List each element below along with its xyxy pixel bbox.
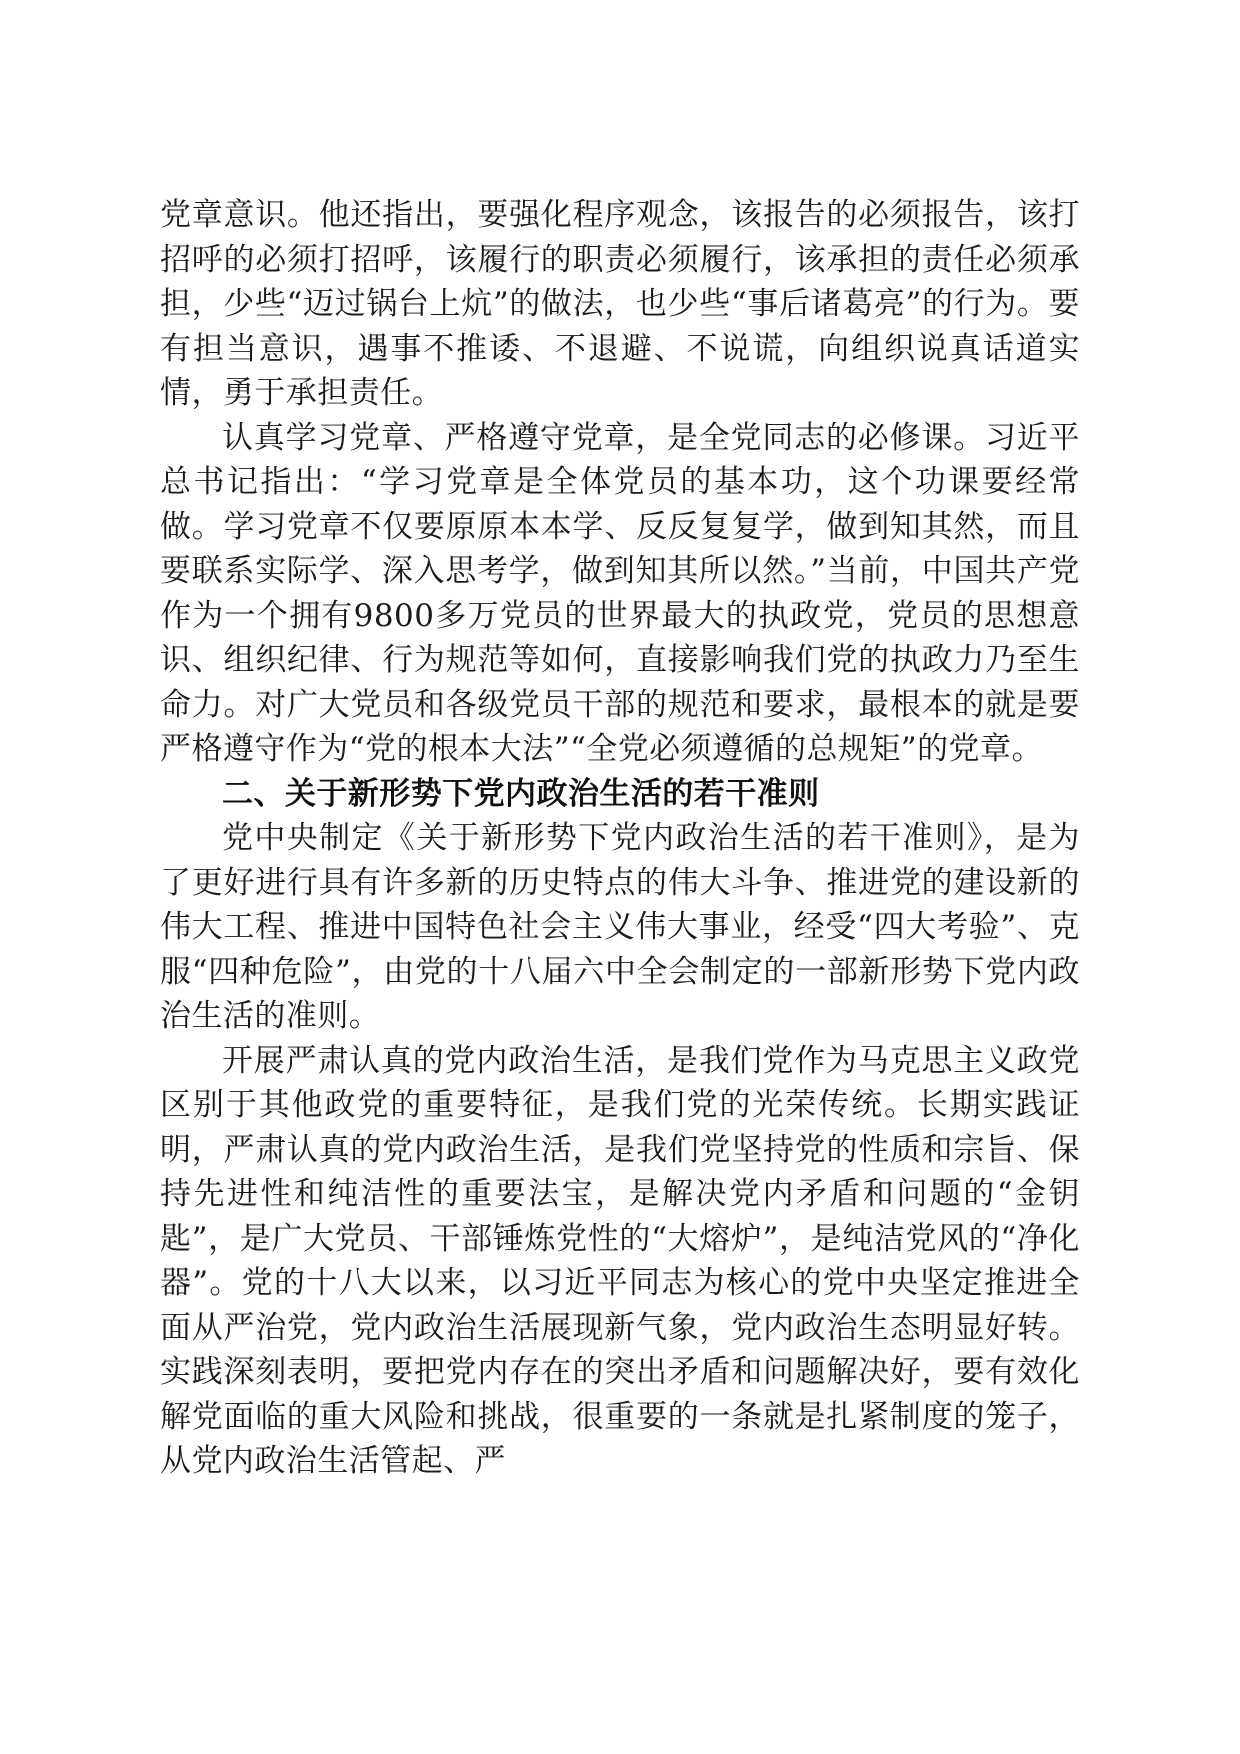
section-heading: 二、关于新形势下党内政治生活的若干准则 [222,775,820,812]
paragraph-guidelines-intro: 党中央制定《关于新形势下党内政治生活的若干准则》，是为了更好进行具有许多新的历史特点的伟大斗争、推进党的建设新的伟大工程、推进中国特色社会主义伟大事业，经受“四大考验”、克服“四种危险”，由党的十八届六中全会制定的一部新形势下党内政治生活的准则。 [160,820,1080,1034]
paragraph-political-life: 开展严肃认真的党内政治生活，是我们党作为马克思主义政党区别于其他政党的重要特征，是我们党的光荣传统。长期实践证明，严肃认真的党内政治生活，是我们党坚持党的性质和宗旨、保持先进性和纯洁性的重要法宝，是解决党内矛盾和问题的“金钥匙”，是广大党员、干部锤炼党性的“大熔炉”，是纯洁党风的“净化器”。党的十八大以来，以习近平同志为核心的党中央坚定推进全面从严治党，党内政治生活展现新气象，党内政治生态明显好转。实践深刻表明，要把党内存在的突出矛盾和问题解决好，要有效化解党面临的重大风险和挑战，很重要的一条就是扎紧制度的笼子，从党内政治生活管起、严 [160,1042,1080,1479]
paragraph-continuation: 党章意识。他还指出，要强化程序观念，该报告的必须报告，该打招呼的必须打招呼，该履行的职责必须履行，该承担的责任必须承担，少些“迈过锅台上炕”的做法，也少些“事后诸葛亮”的行为。要有担当意识，遇事不推诿、不退避、不说谎，向组织说真话道实情，勇于承担责任。 [160,197,1080,411]
paragraph-study-party-constitution: 认真学习党章、严格遵守党章，是全党同志的必修课。习近平总书记指出：“学习党章是全体党员的基本功，这个功课要经常做。学习党章不仅要原原本本学、反反复复学，做到知其然，而且要联系实际学、深入思考学，做到知其所以然。”当前，中国共产党作为一个拥有9800多万党员的世界最大的执政党，党员的思想意识、组织纪律、行为规范等如何，直接影响我们党的执政力乃至生命力。对广大党员和各级党员干部的规范和要求，最根本的就是要严格遵守作为“党的根本大法”“全党必须遵循的总规矩”的党章。 [160,419,1080,767]
document-page [160,193,1080,1484]
